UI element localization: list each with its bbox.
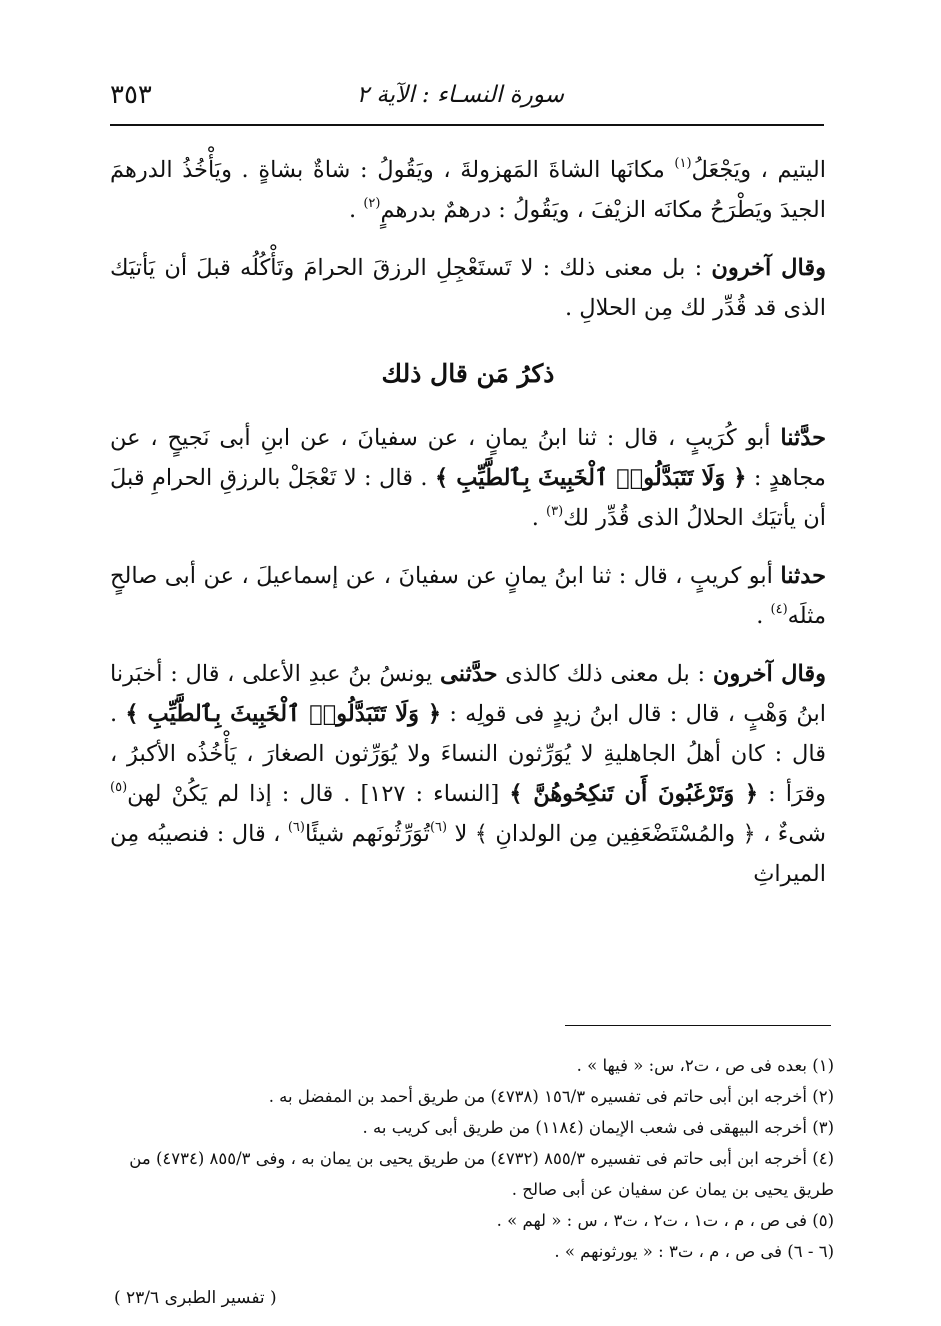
text: : بل معنى ذلك كالذى xyxy=(497,661,713,687)
footnote-ref: (٤) xyxy=(770,602,788,617)
paragraph-2 xyxy=(110,248,826,328)
paragraph-3 xyxy=(110,418,826,538)
text: تُوَرِّثُونَهم شيئًا xyxy=(304,821,430,847)
paragraph-gap xyxy=(110,636,826,654)
text: . xyxy=(349,197,364,223)
text: مكانَها الشاةَ المَهزولةَ ، ويَقُولُ : شاةٌ بشاةٍ . ويَأْخُذُ الدرهمَ الجيدَ ويَطْرَحُ مكانَه الزيْفَ ، ويَقُولُ : درهمٌ بدرهمٍ xyxy=(110,157,826,223)
footnote-ref: (٢) xyxy=(363,196,381,211)
text: [النساء : ١٢٧] . قال : إذا لم يَكُنْ لهن xyxy=(127,781,510,807)
text: . xyxy=(756,603,771,629)
text: . قال : كان أهلُ الجاهليةِ لا يُوَرِّثون النساءَ ولا يُوَرِّثون الصغارَ ، يَأْخُذُه الأكبرُ ، وقرَأ : xyxy=(110,701,827,807)
footnote: (٣) أخرجه البيهقى فى شعب الإيمان (١١٨٤) من طريق أبى كريب به . xyxy=(362,1118,834,1137)
quran-quote: ﴿ وَلَا تَتَبَدَّلُوا۟ ٱلْخَبِيثَ بِٱلطَّيِّبِ ﴾ xyxy=(125,701,442,727)
section-heading: ذكرُ مَن قال ذلك xyxy=(381,359,555,388)
footnote-ref: (٦) xyxy=(429,820,448,835)
text: ، قال : فنصيبُه مِن الميراثِ xyxy=(110,821,826,887)
bold-lead: حدثنا xyxy=(780,563,826,589)
footnote: (١) بعده فى ص ، ت٢، س: « فيها » . xyxy=(576,1056,834,1075)
text: . قال : لا تَعْجَلْ بالرزقِ الحرامِ قبلَ أن يأتيَك الحلالُ الذى قُدِّر لك xyxy=(110,465,826,531)
main-text xyxy=(110,150,826,894)
text: يونسُ بنُ عبدِ الأعلى ، قال : أخبَرنا ابنُ وَهْبٍ ، قال : قال ابنُ زيدٍ فى قولِه : xyxy=(110,661,826,727)
paragraph-1 xyxy=(110,150,826,230)
footer-volume-ref: ( تفسير الطبرى ٢٣/٦ ) xyxy=(114,1288,277,1308)
page-number: ٣٥٣ xyxy=(110,80,152,110)
paragraph-4 xyxy=(110,556,826,636)
text: . xyxy=(531,505,546,531)
bold-lead: حدَّثنا xyxy=(780,425,826,451)
footnote: (٥) فى ص ، م ، ت١ ، ت٢ ، ت٣ ، س : « لهم » . xyxy=(496,1211,834,1230)
text: اليتيم ، ويَجْعَلُ xyxy=(691,157,827,183)
quran-quote: ﴿ وَتَرْغَبُونَ أَن تَنكِحُوهُنَّ ﴾ xyxy=(509,781,759,807)
footnote-ref: (١) xyxy=(674,156,692,171)
quran-quote: ﴿ وَلَا تَتَبَدَّلُوا۟ ٱلْخَبِيثَ بِٱلطَّيِّبِ ﴾ xyxy=(434,465,747,491)
bold-lead: وقال آخرون xyxy=(711,255,827,281)
footnote-ref: (٦) xyxy=(287,820,305,835)
running-header xyxy=(110,74,822,120)
paragraph-gap xyxy=(110,538,826,556)
footnote: (٦ - ٦) فى ص ، م ، ت٣ : « يورثونهم » . xyxy=(554,1242,834,1261)
bold-lead: وقال آخرون xyxy=(712,661,826,687)
footnote-ref: (٣) xyxy=(546,504,564,519)
text: شىءٌ ، ﴿ والمُسْتَضْعَفِين مِن الولدانِ ﴾ لا xyxy=(447,821,826,847)
paragraph-5 xyxy=(110,654,826,894)
footnotes xyxy=(110,1050,834,1267)
footnote-ref: (٥) xyxy=(110,780,128,795)
footnote: (٢) أخرجه ابن أبى حاتم فى تفسيره ١٥٦/٣ (٤٧٣٨) من طريق أحمد بن المفضل به . xyxy=(268,1087,834,1106)
text: أبو كُرَيبٍ ، قال : ثنا ابنُ يمانٍ ، عن سفيانَ ، عن ابنِ أبى نَجيحٍ ، عن مجاهدٍ : xyxy=(110,425,826,491)
bold-word: حدَّثنى xyxy=(439,661,498,687)
chapter-title: سورة النسـاء : الآية ٢ xyxy=(356,82,564,108)
paragraph-gap xyxy=(110,230,826,248)
text: : بل معنى ذلك : لا تَستَعْجِلِ الرزقَ الحرامَ وتَأْكُلُه قبلَ أن يَأتيَك الذى قد قُدِّر لك مِن الحلالِ . xyxy=(110,255,826,321)
footnote: (٤) أخرجه ابن أبى حاتم فى تفسيره ٨٥٥/٣ (٤٧٣٢) من طريق يحيى بن يمان به ، وفى ٨٥٥/٣ (٤٧٣٤) من طريق يحيى بن يمان عن سفيان عن أبى صالح . xyxy=(129,1149,834,1199)
header-rule xyxy=(110,124,824,126)
footnote-rule xyxy=(565,1025,831,1026)
text: أبو كريبٍ ، قال : ثنا ابنُ يمانٍ عن سفيانَ ، عن إسماعيلَ ، عن أبى صالحٍ مثلَه xyxy=(110,563,826,629)
